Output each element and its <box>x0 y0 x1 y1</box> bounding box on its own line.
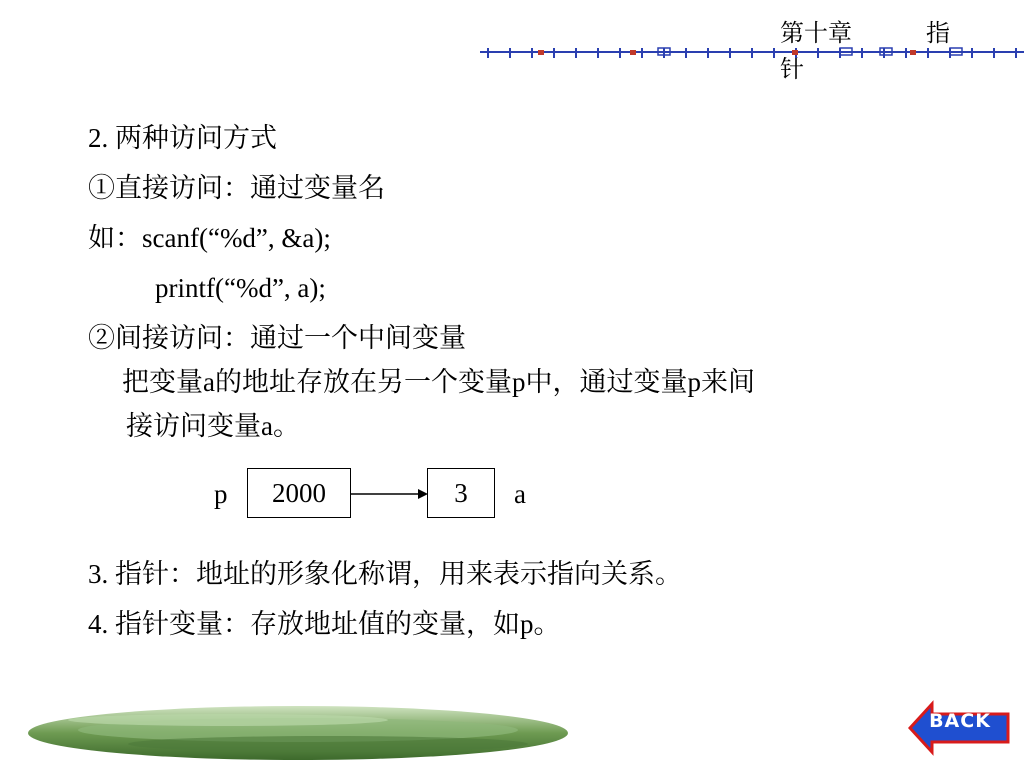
indirect-access-line: ②间接访问：通过一个中间变量 <box>88 323 466 353</box>
pointer-definition-line: 3. 指针：地址的形象化称谓，用来表示指向关系。 <box>88 559 682 589</box>
title-part-2: 针 <box>780 57 804 83</box>
direct-access-line: ①直接访问：通过变量名 <box>88 173 385 203</box>
grass-decoration <box>28 702 568 764</box>
chapter-label: 第十章 <box>780 21 852 47</box>
back-button[interactable] <box>908 700 1012 756</box>
pointer-variable-definition-line: 4. 指针变量：存放地址值的变量，如p。 <box>88 609 561 639</box>
pointer-variable-label: p <box>214 479 228 509</box>
code-printf-line: printf(“%d”, a); <box>155 273 326 303</box>
back-button-label: BACK <box>929 710 991 732</box>
code-scanf-line: 如：scanf(“%d”, &a); <box>88 223 331 253</box>
heading-access-methods: 2. 两种访问方式 <box>88 123 277 153</box>
target-variable-label: a <box>514 479 526 509</box>
arrow-right-icon <box>350 484 430 504</box>
pointer-value-box: 2000 <box>247 468 351 518</box>
indirect-explanation-line-1: 把变量a的地址存放在另一个变量p中，通过变量p来间 <box>122 367 755 397</box>
target-value-box: 3 <box>427 468 495 518</box>
indirect-explanation-line-2: 接访问变量a。 <box>126 411 300 441</box>
title-part-1: 指 <box>926 21 950 47</box>
decorative-ruler <box>480 46 1024 62</box>
